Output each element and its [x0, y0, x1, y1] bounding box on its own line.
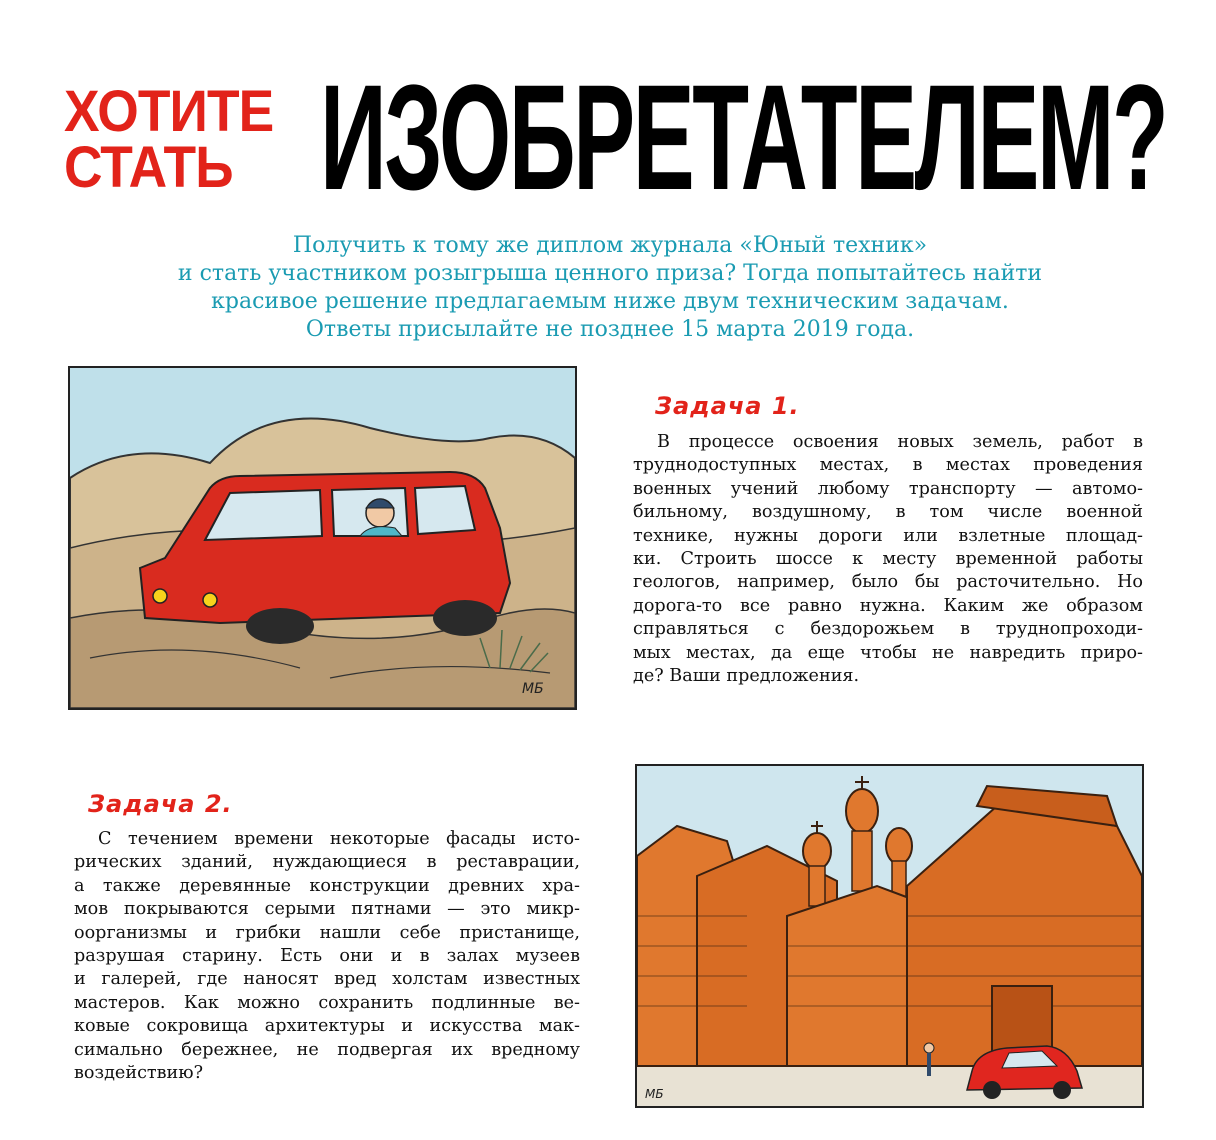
intro-line: и стать участником розыгрыша ценного приза? Тогда попытайтесь найти	[177, 261, 1043, 286]
header-main-title: ИЗОБРЕТАТЕЛЕМ?	[320, 53, 1167, 221]
task-2-line: мов покрываются серыми пятнами — это микр-	[74, 899, 580, 920]
task-2-line: ковые сокровища архитектуры и искусства мак-	[74, 1016, 580, 1037]
wooden-church-illustration	[635, 764, 1144, 1108]
task-1-line: бильному, воздушному, в том числе военной	[633, 502, 1143, 523]
car-stuck-in-mud-illustration	[68, 366, 577, 710]
task-1-text	[633, 431, 1143, 688]
illustration-2-signature: МБ	[645, 1087, 664, 1101]
illustration-1-signature: МБ	[522, 681, 544, 697]
task-2-line: а также деревянные конструкции древних хра-	[74, 875, 580, 896]
task-1-line: мых местах, да еще чтобы не навредить приро-	[633, 642, 1143, 663]
header-red-title	[64, 79, 276, 200]
task-2-line: и галерей, где наносят вред холстам известных	[74, 969, 580, 990]
task-2-line: мастеров. Как можно сохранить подлинные ве-	[74, 992, 580, 1013]
task-2-line: воздействию?	[74, 1063, 204, 1084]
intro-line: красивое решение предлагаемым ниже двум техническим задачам.	[211, 289, 1009, 314]
header-red-line-2: СТАТЬ	[64, 135, 233, 200]
task-1-line: дорога-то все равно нужна. Каким же образом	[633, 595, 1143, 616]
task-2-line: С течением времени некоторые фасады исто-	[98, 829, 580, 849]
task-1-line: де? Ваши предложения.	[633, 666, 860, 687]
task-2-text	[74, 828, 580, 1085]
task-1-line: технике, нужны дороги или взлетные площад-	[633, 525, 1143, 546]
task-1-line: геологов, например, было бы расточительно. Но	[633, 572, 1143, 593]
task-1-line: В процессе освоения новых земель, работ в	[657, 432, 1143, 452]
task-2-line: симально бережнее, не подвергая их вредному	[74, 1039, 580, 1060]
task-2-line: оорганизмы и грибки нашли себе пристанище,	[74, 922, 580, 943]
intro-line: Ответы присылайте не позднее 15 марта 2019 года.	[305, 317, 915, 342]
task-1-line: ки. Строить шоссе к месту временной работы	[633, 549, 1143, 570]
intro-line: Получить к тому же диплом журнала «Юный техник»	[292, 233, 928, 258]
task-1-title: Задача 1.	[655, 392, 800, 420]
task-1-line: труднодоступных местах, в местах проведения	[633, 455, 1143, 476]
task-1-line: справляться с бездорожьем в труднопроходи-	[633, 619, 1143, 640]
task-1-line: военных учений любому транспорту — автомо-	[633, 478, 1143, 499]
header-red-line-1: ХОТИТЕ	[64, 79, 274, 144]
intro-text	[60, 232, 1160, 344]
task-2-title: Задача 2.	[88, 790, 233, 818]
task-2-line: разрушая старину. Есть они и в залах музеев	[74, 946, 580, 967]
task-2-line: рических зданий, нуждающиеся в реставрации,	[74, 852, 580, 873]
